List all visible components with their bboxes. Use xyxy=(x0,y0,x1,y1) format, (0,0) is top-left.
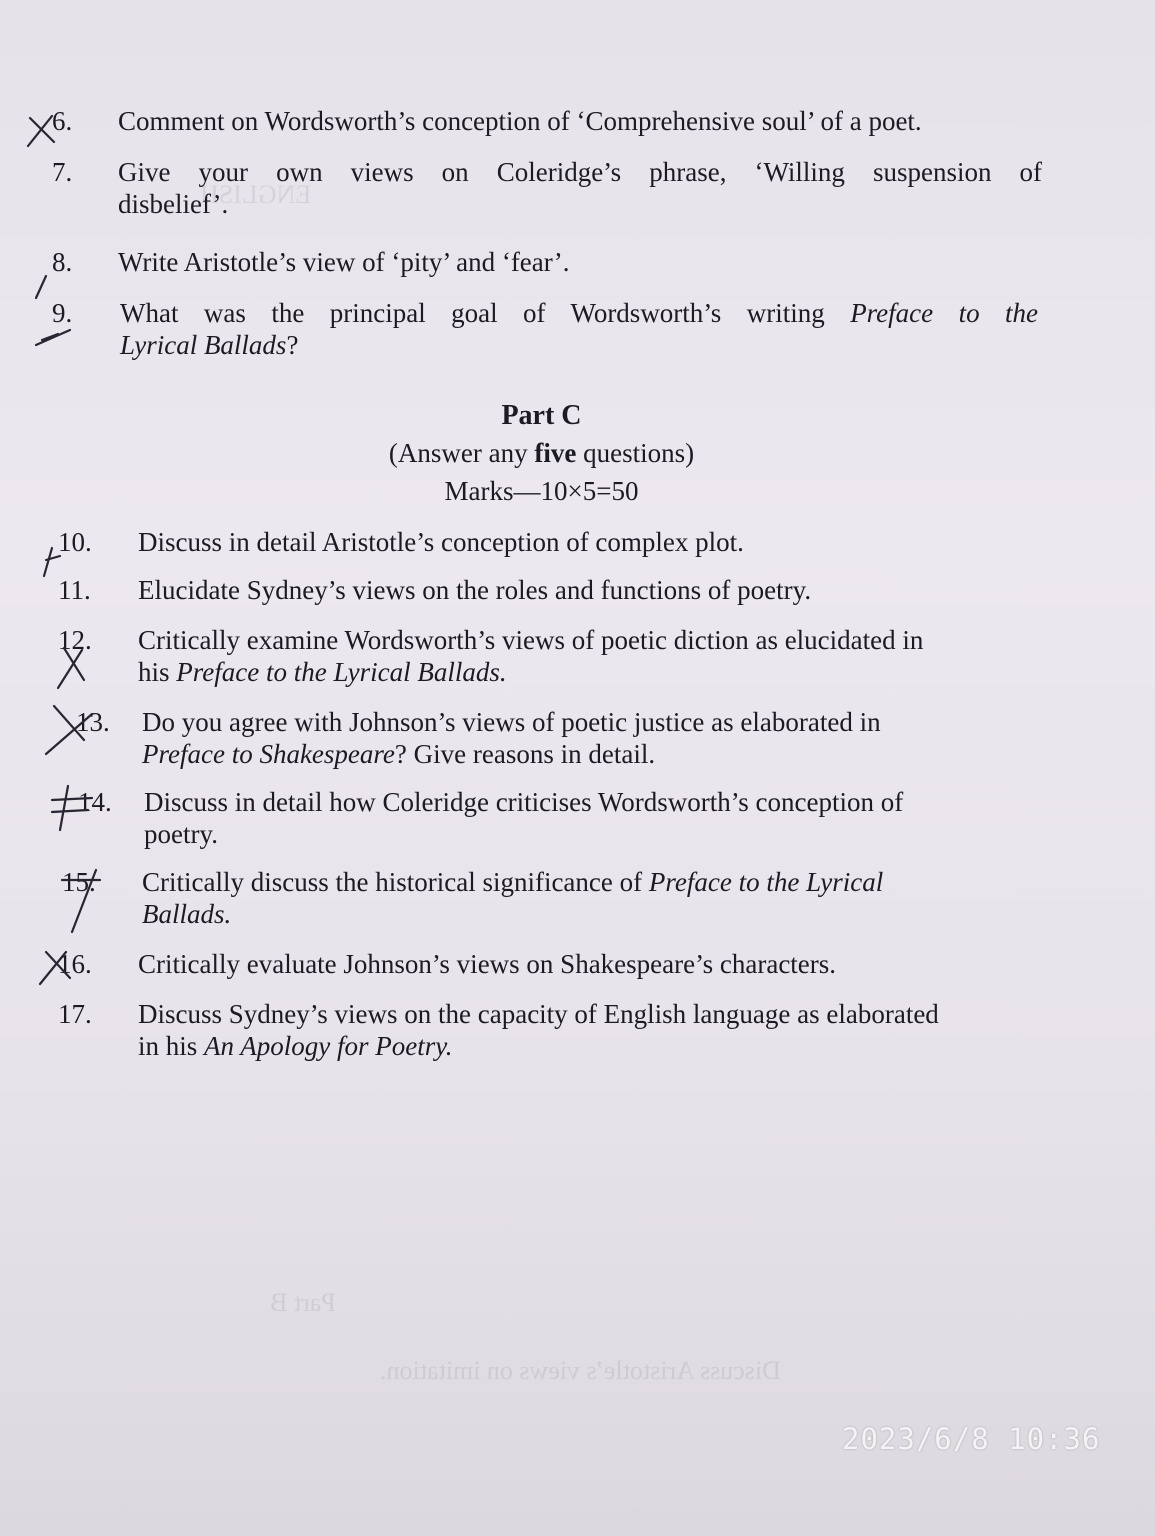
question-text: Write Aristotle’s view of ‘pity’ and ‘fear’. xyxy=(118,247,570,277)
question-text: poetry. xyxy=(144,819,218,849)
question-text: disbelief’. xyxy=(118,189,229,219)
question-text: in his xyxy=(138,1031,205,1061)
question-text: What was the principal goal of Wordsworth’s writing xyxy=(120,298,851,328)
question-number: 17. xyxy=(58,999,92,1029)
question-text-italic: An Apology for Poetry. xyxy=(204,1031,453,1061)
question-number: 15. xyxy=(62,867,96,897)
question-number: 11. xyxy=(58,575,91,605)
question-text-italic: Ballads. xyxy=(142,899,232,929)
pen-mark-8 xyxy=(36,276,46,298)
question-number: 10. xyxy=(58,527,92,557)
show-through-text: Part B xyxy=(270,1288,336,1317)
question-number: 13. xyxy=(76,707,110,737)
question-text: Critically examine Wordsworth’s views of poetic diction as elucidated in xyxy=(138,625,924,655)
question-text: Discuss in detail how Coleridge criticises Wordsworth’s conception of xyxy=(144,787,904,817)
photo-timestamp: 2023/6/8 10:36 xyxy=(842,1422,1101,1456)
question-text: Critically evaluate Johnson’s views on Shakespeare’s characters. xyxy=(138,949,837,979)
question-number: 16. xyxy=(58,949,92,979)
pen-mark-9 xyxy=(36,330,70,345)
question-number: 8. xyxy=(52,247,73,277)
instruction-text: questions) xyxy=(576,438,695,468)
show-through-text: ENGLISH xyxy=(200,180,312,209)
question-number: 6. xyxy=(52,106,73,136)
question-text-italic: Preface to Shakespeare xyxy=(142,739,395,769)
section-marks: Marks—10×5=50 xyxy=(444,476,639,506)
question-text: Comment on Wordsworth’s conception of ‘Comprehensive soul’ of a poet. xyxy=(118,106,922,136)
question-text: his xyxy=(138,657,177,687)
question-text-italic: Preface to the Lyrical Ballads. xyxy=(176,657,507,687)
question-text-italic: Preface to the xyxy=(850,298,1038,328)
question-text: Give your own views on Coleridge’s phrase, ‘Willing suspension of xyxy=(118,157,1042,187)
question-text: ? xyxy=(286,330,299,360)
show-through-text: Discuss Aristotle’s views on imitation. xyxy=(380,1356,781,1385)
question-text-italic: Lyrical Ballads xyxy=(120,330,287,360)
question-number: 9. xyxy=(52,298,73,328)
question-number: 12. xyxy=(58,625,92,655)
section-instruction xyxy=(0,438,1119,469)
section-title: Part C xyxy=(501,400,582,431)
question-number: 7. xyxy=(52,157,73,187)
question-text: Discuss Sydney’s views on the capacity of English language as elaborated xyxy=(138,999,939,1029)
question-text: Discuss in detail Aristotle’s conception of complex plot. xyxy=(138,527,744,557)
question-text: ? Give reasons in detail. xyxy=(394,739,656,769)
question-text: Critically discuss the historical significance of xyxy=(142,867,649,897)
question-text-italic: Preface to the Lyrical xyxy=(648,867,884,897)
pen-mark-6 xyxy=(28,116,54,146)
question-number: 14. xyxy=(78,787,112,817)
instruction-text: (Answer any xyxy=(388,438,535,468)
instruction-bold: five xyxy=(534,438,577,468)
question-text: Do you agree with Johnson’s views of poetic justice as elaborated in xyxy=(142,707,881,737)
question-text: Elucidate Sydney’s views on the roles and functions of poetry. xyxy=(138,575,812,605)
